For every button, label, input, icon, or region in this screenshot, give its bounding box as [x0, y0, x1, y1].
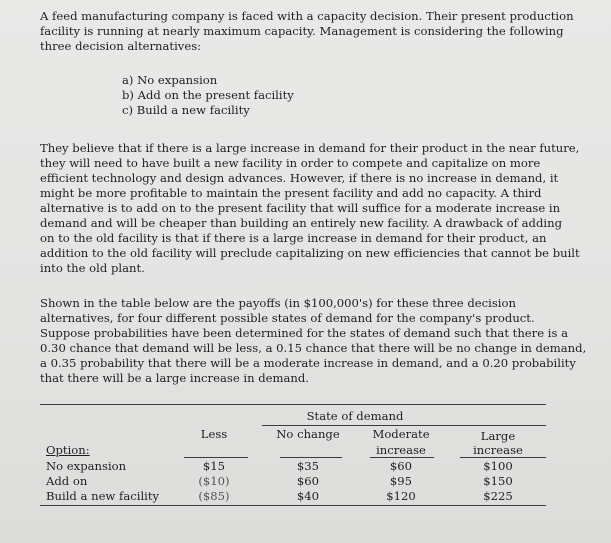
- option-header: Option:: [46, 443, 90, 457]
- text-line: that there will be a large increase in demand.: [40, 371, 309, 385]
- row-option-no-expansion: No expansion: [46, 459, 127, 473]
- payoff-cell: $40: [296, 489, 320, 503]
- column-subheader-large: increase: [473, 443, 523, 457]
- text-line: into the old plant.: [40, 261, 145, 275]
- text-line: a 0.35 probability that there will be a moderate increase in demand, and a 0.20 probability: [40, 356, 576, 370]
- text-line: addition to the old facility will preclude capitalizing on new efficiencies that cannot be built: [40, 246, 580, 260]
- less-header-rule: [184, 457, 248, 458]
- alternative-item: c) Build a new facility: [122, 103, 250, 117]
- text-line: on to the old facility is that if there is a large increase in demand for their product, an: [40, 231, 547, 245]
- group-header-rule: [262, 425, 546, 426]
- text-line: demand and will be cheaper than building an entirely new facility. A drawback of adding: [40, 216, 562, 230]
- row-option-build-new: Build a new facility: [46, 489, 160, 503]
- text-line: 0.30 chance that demand will be less, a 0.15 chance that there will be no change in demand,: [40, 341, 587, 355]
- row-option-add-on: Add on: [46, 474, 88, 488]
- text-line: alternative is to add on to the present facility that will suffice for a moderate increase in: [40, 201, 561, 215]
- payoff-cell: ($85): [198, 489, 230, 503]
- probabilities-paragraph: [40, 296, 587, 386]
- text-line: facility is running at nearly maximum capacity. Management is considering the following: [40, 24, 564, 38]
- text-line: might be more profitable to maintain the present facility and add no capacity. A third: [40, 186, 542, 200]
- payoff-cell: $120: [386, 489, 416, 503]
- alternative-item: a) No expansion: [122, 73, 218, 87]
- payoff-cell: $60: [389, 459, 413, 473]
- column-header-less: Less: [200, 427, 228, 441]
- text-line: efficient technology and design advances. However, if there is no increase in demand, it: [40, 171, 559, 185]
- column-header-large: Large: [480, 429, 516, 443]
- column-subheader-moderate: increase: [376, 443, 426, 457]
- text-line: Shown in the table below are the payoffs (in $100,000's) for these three decision: [40, 296, 516, 310]
- payoff-cell: ($10): [198, 474, 230, 488]
- intro-paragraph: [40, 9, 580, 54]
- table-bottom-rule: [40, 505, 546, 506]
- column-header-no-change: No change: [276, 427, 340, 441]
- payoff-cell: $225: [483, 489, 513, 503]
- text-line: They believe that if there is a large increase in demand for their product in the near future,: [40, 141, 580, 155]
- text-line: three decision alternatives:: [40, 39, 202, 53]
- no-change-header-rule: [280, 457, 342, 458]
- text-line: they will need to have built a new facility in order to compete and capitalize on more: [40, 156, 541, 170]
- text-line: alternatives, for four different possible states of demand for the company's product.: [40, 311, 535, 325]
- payoff-cell: $60: [296, 474, 320, 488]
- text-line: A feed manufacturing company is faced with a capacity decision. Their present production: [40, 9, 574, 23]
- payoff-cell: $95: [389, 474, 413, 488]
- payoff-cell: $150: [483, 474, 513, 488]
- column-header-moderate: Moderate: [372, 427, 430, 441]
- context-paragraph: [40, 141, 580, 276]
- alternatives-list: [122, 73, 294, 118]
- text-line: Suppose probabilities have been determined for the states of demand such that there is a: [40, 326, 569, 340]
- payoff-cell: $100: [483, 459, 513, 473]
- large-header-rule: [460, 457, 546, 458]
- table-top-rule: [40, 404, 546, 405]
- moderate-header-rule: [370, 457, 434, 458]
- payoff-table: [40, 404, 552, 514]
- payoff-cell: $35: [296, 459, 320, 473]
- group-header: State of demand: [306, 409, 404, 423]
- payoff-cell: $15: [202, 459, 226, 473]
- alternative-item: b) Add on the present facility: [122, 88, 294, 102]
